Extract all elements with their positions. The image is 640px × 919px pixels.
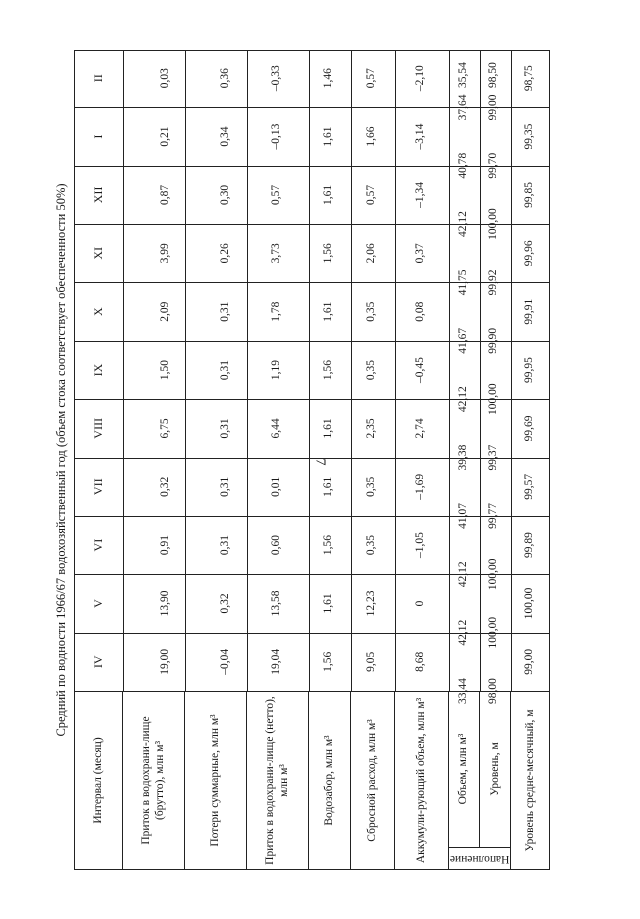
- page-number: 7: [312, 458, 328, 466]
- cell-losses: 0,31: [219, 418, 231, 439]
- header-inflow-net: Приток в водохрани-лище (нетто), млн м³: [247, 692, 309, 869]
- cell-discharge: 2,35: [365, 418, 377, 439]
- cell-accumulated: 0,37: [414, 243, 426, 264]
- header-inflow-gross: Приток в водохрани-лище (брутто), млн м³: [123, 692, 185, 869]
- header-filling-label: Наполнение: [449, 853, 510, 866]
- cell-volume: 41,75: [457, 269, 469, 296]
- cell-losses: 0,31: [219, 359, 231, 381]
- cell-discharge: 0,57: [365, 184, 377, 205]
- month-label: X: [91, 307, 105, 316]
- cell-level: 99,37: [487, 444, 499, 471]
- cell-level: 100,00: [487, 558, 499, 591]
- cell-discharge: 0,35: [365, 359, 377, 381]
- cell-level-avg: 99,00: [523, 648, 535, 675]
- final-volume: 35,54: [457, 62, 469, 88]
- cell-losses: 0,31: [219, 535, 231, 556]
- cell-withdrawal: 1,56: [322, 359, 334, 381]
- cell-level-avg: 99,91: [523, 298, 535, 325]
- month-label: VII: [91, 478, 105, 496]
- cell-volume: 33,44: [457, 678, 469, 704]
- cell-inflow-gross: 0,03: [159, 68, 171, 89]
- cell-inflow-gross: 2,09: [159, 301, 171, 322]
- cell-inflow-net: 3,73: [270, 243, 282, 264]
- cell-discharge: 0,57: [365, 68, 377, 89]
- month-column: [75, 516, 549, 591]
- cell-accumulated: –3,14: [414, 123, 426, 150]
- month-label: V: [91, 599, 105, 608]
- header-withdrawal: Водозабор, млн м³: [309, 692, 351, 869]
- cell-inflow-net: 0,57: [270, 184, 282, 205]
- cell-level-avg: 99,57: [523, 473, 535, 500]
- month-label: IX: [91, 363, 105, 377]
- cell-inflow-net: 0,01: [270, 476, 282, 497]
- month-label: I: [91, 134, 105, 139]
- cell-withdrawal: 1,46: [322, 68, 334, 89]
- cell-level-avg: 99,35: [523, 123, 535, 150]
- cell-discharge: 0,35: [365, 301, 377, 322]
- header-column: [75, 691, 549, 869]
- cell-inflow-gross: 0,91: [159, 535, 171, 556]
- cell-discharge: 0,35: [365, 476, 377, 497]
- cell-accumulated: 8,68: [414, 651, 426, 672]
- cell-level: 99,77: [487, 502, 499, 529]
- month-column: [75, 633, 549, 704]
- header-accumulated: Аккумули-рующий объем, млн м³: [395, 692, 449, 869]
- cell-losses: 0,31: [219, 476, 231, 497]
- data-area: [75, 51, 549, 704]
- cell-level-avg: 99,89: [523, 532, 535, 559]
- cell-level-avg: 99,69: [523, 415, 535, 442]
- cell-discharge: 9,05: [365, 651, 377, 672]
- cell-level-avg: 100,00: [523, 587, 535, 620]
- cell-accumulated: –1,05: [414, 532, 426, 559]
- month-label: VIII: [91, 418, 105, 439]
- cell-losses: 0,32: [219, 593, 231, 614]
- cell-losses: 0,26: [219, 243, 231, 264]
- cell-inflow-gross: 0,21: [159, 126, 171, 147]
- cell-inflow-net: –0,13: [270, 123, 282, 150]
- month-column: [75, 49, 549, 121]
- cell-inflow-gross: 13,90: [159, 590, 171, 617]
- cell-discharge: 2,06: [365, 243, 377, 264]
- cell-inflow-gross: 6,75: [159, 418, 171, 439]
- cell-level: 100,00: [487, 208, 499, 240]
- cell-withdrawal: 1,56: [322, 651, 334, 672]
- header-discharge: Сбросной расход, млн м³: [351, 692, 395, 869]
- cell-losses: 0,31: [219, 301, 231, 322]
- cell-losses: 0,30: [219, 184, 231, 205]
- cell-accumulated: 2,74: [414, 418, 426, 439]
- header-volume: Объем, млн м³: [449, 691, 480, 847]
- month-column: [75, 107, 549, 179]
- cell-volume: 42,12: [457, 386, 469, 413]
- header-level-avg: Уровень средне-месячный, м: [524, 709, 537, 852]
- cell-inflow-gross: 1,50: [159, 359, 171, 381]
- month-label: VI: [91, 538, 105, 552]
- cell-inflow-net: 1,19: [270, 359, 282, 381]
- header-filling-group: [449, 847, 510, 869]
- cell-level: 98,00: [487, 678, 499, 704]
- month-label: II: [91, 74, 105, 83]
- cell-withdrawal: 1,56: [322, 535, 334, 556]
- month-column: [75, 166, 549, 240]
- cell-level-avg: 99,85: [523, 181, 535, 208]
- cell-inflow-gross: 3,99: [159, 243, 171, 264]
- cell-accumulated: –1,34: [414, 181, 426, 208]
- cell-inflow-net: 1,78: [270, 301, 282, 322]
- cell-level: 100,00: [487, 616, 499, 649]
- cell-inflow-gross: 0,32: [159, 476, 171, 497]
- cell-level: 99,70: [487, 152, 499, 179]
- cell-volume: 42,12: [457, 619, 469, 646]
- cell-volume: 42,12: [457, 211, 469, 238]
- header-filling: [449, 692, 511, 869]
- cell-level: 99,90: [487, 327, 499, 354]
- cell-level: 99,00: [487, 94, 499, 121]
- month-column: [75, 282, 549, 354]
- cell-accumulated: –0,45: [414, 357, 426, 383]
- cell-volume: 41,67: [457, 327, 469, 354]
- cell-volume: 37,64: [457, 94, 469, 121]
- cell-discharge: 1,66: [365, 126, 377, 147]
- rotated-table-block: [50, 50, 550, 870]
- cell-withdrawal: 1,61: [322, 476, 334, 497]
- cell-level: 99,92: [487, 269, 499, 296]
- cell-withdrawal: 1,61: [322, 418, 334, 439]
- cell-losses: –0,04: [219, 648, 231, 675]
- cell-level-avg: 99,96: [523, 240, 535, 267]
- cell-withdrawal: 1,61: [322, 126, 334, 147]
- month-label: XII: [91, 186, 105, 204]
- month-column: [75, 574, 549, 649]
- cell-losses: 0,34: [219, 126, 231, 147]
- cell-inflow-net: 19,04: [270, 648, 282, 675]
- header-losses: Потери суммарные, млн м³: [185, 692, 247, 869]
- cell-level-avg: 99,95: [523, 357, 535, 383]
- cell-losses: 0,36: [219, 68, 231, 89]
- cell-discharge: 12,23: [365, 590, 377, 617]
- cell-accumulated: –1,69: [414, 473, 426, 500]
- month-column: [75, 458, 549, 529]
- cell-withdrawal: 1,61: [322, 593, 334, 614]
- cell-inflow-net: 13,58: [270, 590, 282, 617]
- cell-accumulated: –2,10: [414, 65, 426, 92]
- cell-volume: 41,07: [457, 502, 469, 529]
- final-level: 98,50: [487, 62, 499, 88]
- cell-level-avg: 98,75: [523, 65, 535, 92]
- month-column: [75, 341, 549, 415]
- month-column: [75, 224, 549, 296]
- cell-volume: 39,38: [457, 444, 469, 471]
- cell-volume: 42,12: [457, 561, 469, 588]
- cell-inflow-net: 6,44: [270, 418, 282, 439]
- cell-accumulated: 0: [414, 600, 426, 607]
- cell-inflow-net: 0,60: [270, 535, 282, 556]
- month-label: IV: [91, 655, 105, 669]
- table-caption: Средний по водности 1966/67 водохозяйственный год (объем стока соответствует обеспеченности 50%): [54, 183, 68, 737]
- cell-inflow-gross: 19,00: [159, 648, 171, 675]
- cell-inflow-net: –0,33: [270, 65, 282, 92]
- cell-accumulated: 0,08: [414, 301, 426, 322]
- cell-volume: 40,78: [457, 152, 469, 179]
- month-label: XI: [91, 246, 105, 260]
- header-level: Уровень, м: [488, 742, 501, 796]
- cell-withdrawal: 1,61: [322, 301, 334, 322]
- month-column: [75, 399, 549, 471]
- header-interval: Интервал (месяц): [75, 692, 123, 869]
- data-table: [74, 50, 550, 870]
- cell-level: 100,00: [487, 383, 499, 415]
- cell-withdrawal: 1,61: [322, 184, 334, 205]
- cell-discharge: 0,35: [365, 535, 377, 556]
- cell-inflow-gross: 0,87: [159, 184, 171, 205]
- cell-withdrawal: 1,56: [322, 243, 334, 264]
